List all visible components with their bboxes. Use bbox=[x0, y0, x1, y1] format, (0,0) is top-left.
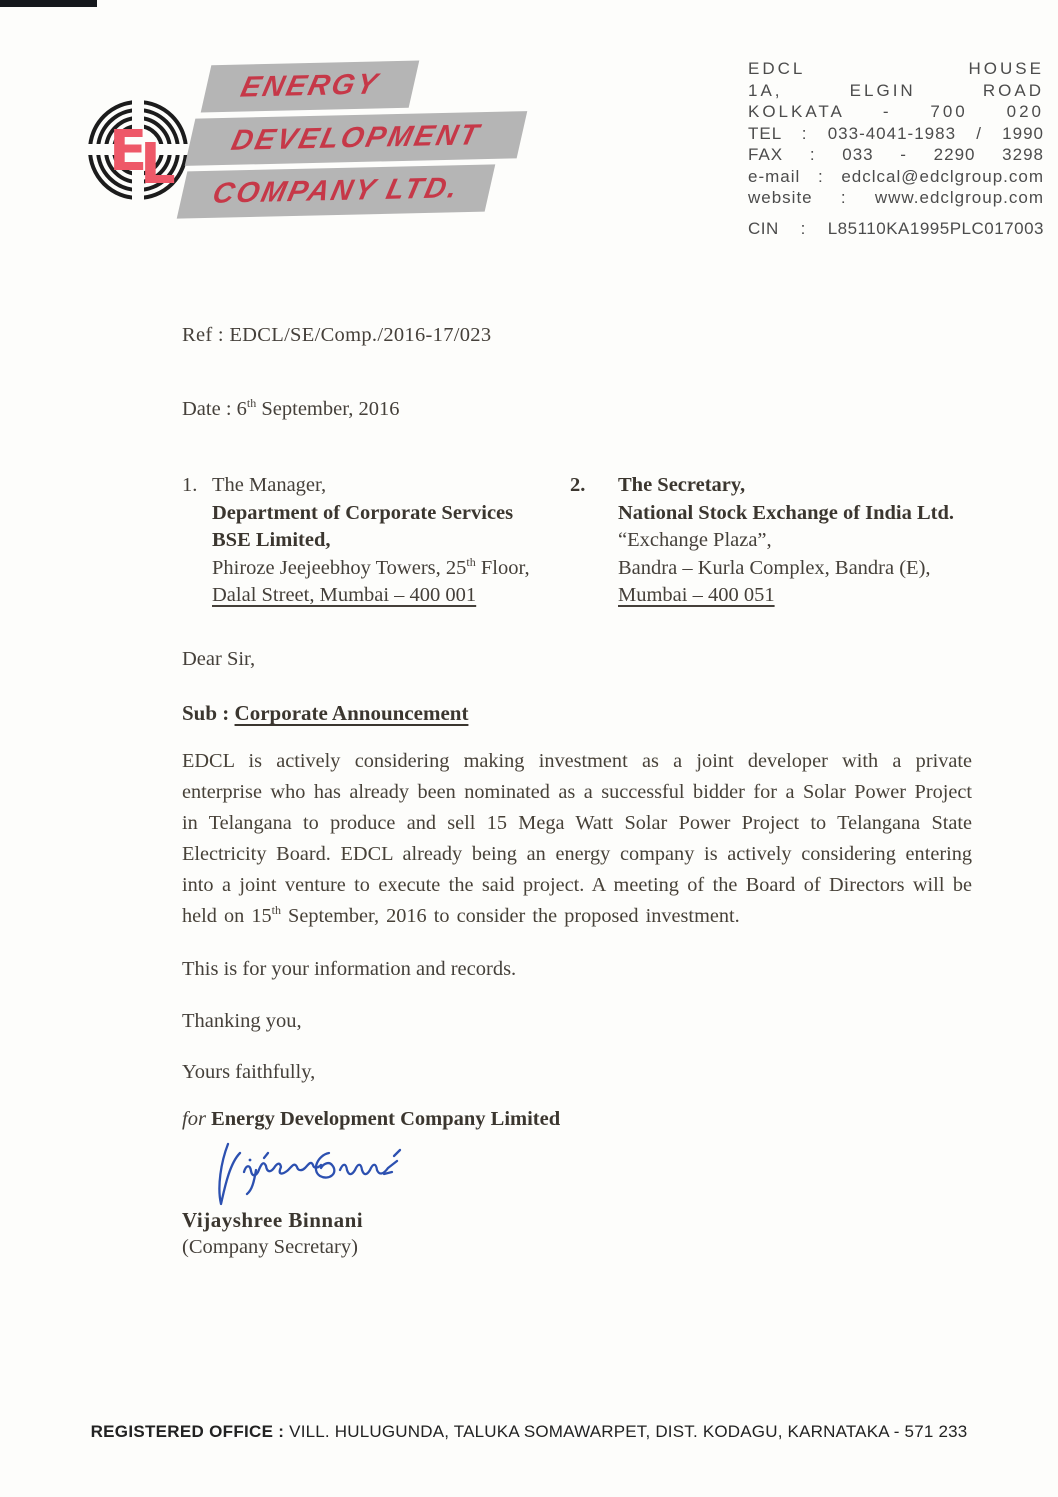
body-text-part: September, 2016 to consider the proposed investment. bbox=[280, 905, 740, 927]
company-contact-block bbox=[748, 58, 1044, 239]
signature-scribble bbox=[198, 1140, 423, 1217]
reference-number: Ref : EDCL/SE/Comp./2016-17/023 bbox=[182, 324, 492, 346]
company-signoff-line bbox=[182, 1108, 560, 1131]
registered-office-footer bbox=[0, 1422, 1058, 1442]
contact-city: KOLKATA - 700 020 bbox=[748, 102, 1044, 121]
subject-text: Corporate Announcement bbox=[234, 701, 469, 725]
contact-fax: FAX : 033 - 2290 3298 bbox=[748, 145, 1044, 164]
thanks-line: Thanking you, bbox=[182, 1010, 302, 1032]
recipient-line: Dalal Street, Mumbai – 400 001 bbox=[212, 584, 477, 606]
body-paragraph bbox=[182, 746, 972, 932]
recipient-line: “Exchange Plaza”, bbox=[618, 529, 772, 551]
recipient-nse bbox=[570, 472, 990, 610]
emblem-letter-l: L bbox=[140, 132, 176, 197]
subject-line bbox=[182, 701, 468, 726]
recipient-number: 2. bbox=[570, 474, 586, 496]
footer-label: REGISTERED OFFICE : bbox=[90, 1422, 285, 1441]
recipient-line-part: Phiroze Jeejeebhoy Towers, 25 bbox=[212, 556, 467, 579]
recipient-line: National Stock Exchange of India Ltd. bbox=[618, 501, 955, 524]
recipient-line: BSE Limited, bbox=[212, 529, 331, 551]
recipient-line: Department of Corporate Services bbox=[212, 501, 514, 524]
recipient-line-part: Floor, bbox=[475, 556, 530, 579]
contact-building: EDCL HOUSE bbox=[748, 59, 1044, 78]
logo-banner-energy: ENERGY bbox=[201, 61, 420, 113]
scan-artifact bbox=[0, 0, 97, 7]
recipient-line: Mumbai – 400 051 bbox=[618, 584, 775, 606]
logo-banner-company-ltd: COMPANY LTD. bbox=[177, 164, 496, 218]
body-text-part: EDCL is actively considering making investment as a joint developer with a private enterprise who has already been nominated as a successful bidder for a Solar Power Project in Telangana to produce and sell 15 Mega Watt Solar Power Project to Telangana State Electricity Board. EDCL already being an energy company is actively considering entering into a joint venture to execute the said project. A meeting of the Board of Directors will be held on 15 bbox=[182, 750, 972, 927]
contact-cin: CIN : L85110KA1995PLC017003 bbox=[748, 218, 1044, 238]
valediction: Yours faithfully, bbox=[182, 1061, 316, 1083]
letter-date bbox=[182, 398, 399, 421]
recipient-line: Bandra – Kurla Complex, Bandra (E), bbox=[618, 556, 931, 579]
meeting-date-ordinal: th bbox=[271, 903, 281, 918]
contact-email: e-mail : edclcal@edclgroup.com bbox=[748, 166, 1044, 186]
date-ordinal: th bbox=[246, 396, 257, 411]
info-line: This is for your information and records. bbox=[182, 958, 517, 980]
contact-website: website : www.edclgroup.com bbox=[748, 188, 1044, 207]
logo-banner-development: DEVELOPMENT bbox=[185, 111, 528, 166]
contact-street: 1A, ELGIN ROAD bbox=[748, 80, 1044, 100]
emblem-letter-e: E bbox=[109, 119, 148, 184]
date-prefix: Date : 6 bbox=[182, 398, 247, 420]
recipient-line bbox=[212, 555, 572, 583]
footer-address: VILL. HULUGUNDA, TALUKA SOMAWARPET, DIST. KODAGU, KARNATAKA - 571 233 bbox=[284, 1422, 968, 1441]
recipient-line: The Secretary, bbox=[618, 474, 746, 496]
signer-name: Vijayshree Binnani bbox=[182, 1208, 364, 1232]
contact-tel: TEL : 033-4041-1983 / 1990 bbox=[748, 123, 1044, 143]
company-logo-banners bbox=[180, 63, 522, 215]
recipient-number: 1. bbox=[182, 474, 198, 496]
for-word: for bbox=[182, 1108, 206, 1130]
salutation: Dear Sir, bbox=[182, 648, 256, 670]
floor-ordinal: th bbox=[466, 554, 476, 569]
date-suffix: September, 2016 bbox=[256, 398, 400, 420]
company-name: Energy Development Company Limited bbox=[205, 1108, 561, 1130]
subject-label: Sub : bbox=[182, 701, 235, 725]
signer-title: (Company Secretary) bbox=[182, 1236, 358, 1258]
recipient-line: The Manager, bbox=[212, 474, 327, 496]
recipient-bse bbox=[182, 472, 572, 610]
